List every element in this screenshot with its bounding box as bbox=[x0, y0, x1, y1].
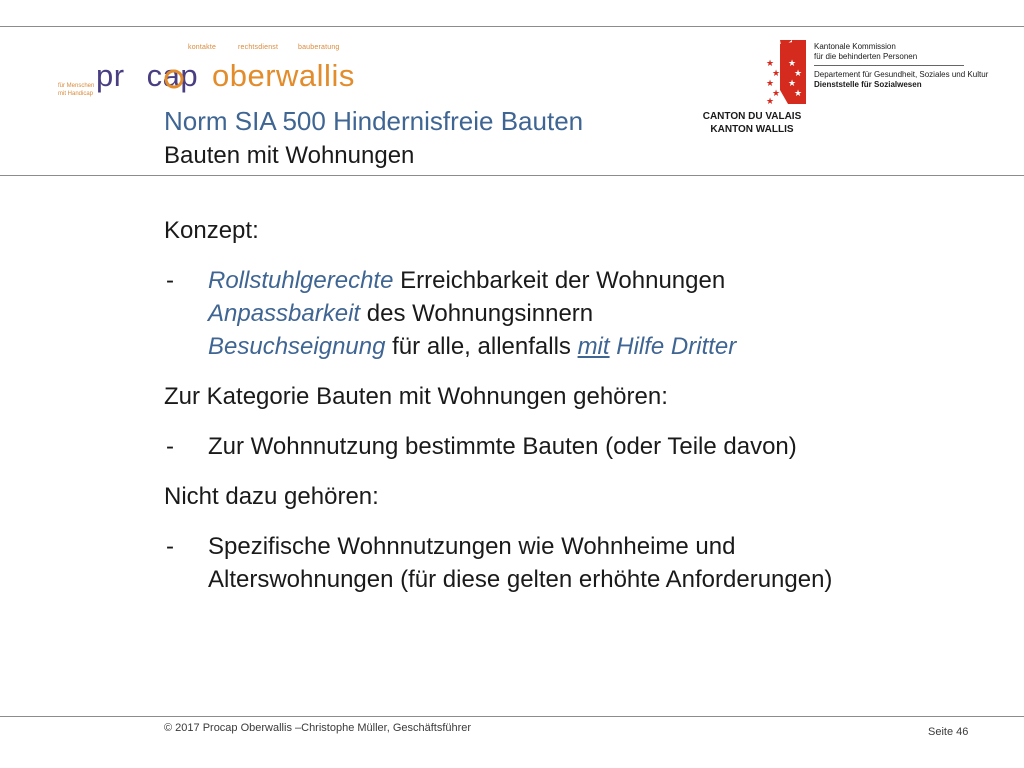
canton-flag-icon bbox=[762, 40, 806, 104]
canton-divider bbox=[814, 65, 964, 66]
term-anpassbarkeit: Anpassbarkeit bbox=[208, 300, 361, 327]
bullet-wohnnutzung-text: Zur Wohnnutzung bestimmte Bauten (oder Teile davon) bbox=[208, 433, 797, 460]
logo-tagline-rechtsdienst: rechtsdienst bbox=[238, 44, 279, 51]
svg-text:★: ★ bbox=[772, 69, 781, 79]
department-line-2: Dienststelle für Sozialwesen bbox=[814, 80, 922, 89]
bullet-konzept-line-3-text: für alle, allenfalls bbox=[385, 333, 578, 360]
bullet-spezifische bbox=[164, 530, 984, 596]
department-text bbox=[814, 70, 988, 90]
bullet-konzept-line-2-text: des Wohnungsinnern bbox=[360, 300, 594, 327]
term-mit: mit bbox=[577, 333, 610, 360]
top-rule bbox=[0, 26, 1024, 27]
bullet-dash: - bbox=[166, 533, 174, 560]
svg-text:★: ★ bbox=[788, 59, 797, 69]
page-title: Norm SIA 500 Hindernisfreie Bauten bbox=[164, 106, 584, 136]
bullet-dash: - bbox=[166, 267, 174, 294]
heading-nicht-dazu: Nicht dazu gehören: bbox=[164, 483, 379, 510]
logo-wordmark-pr: pr bbox=[96, 58, 125, 93]
svg-text:★: ★ bbox=[788, 79, 797, 89]
svg-text:★: ★ bbox=[772, 89, 781, 99]
svg-text:★: ★ bbox=[794, 89, 803, 99]
logo-tagline-kontakte: kontakte bbox=[188, 44, 217, 51]
term-rollstuhlgerechte: Rollstuhlgerechte bbox=[208, 267, 394, 294]
logo-subline-2: mit Handicap bbox=[58, 91, 94, 97]
commission-text bbox=[814, 42, 917, 62]
bullet-wohnnutzung bbox=[164, 430, 984, 463]
bullet-konzept-line-1-text: Erreichbarkeit der Wohnungen bbox=[393, 267, 726, 294]
bullet-konzept-line-1 bbox=[208, 264, 984, 297]
page-subtitle: Bauten mit Wohnungen bbox=[164, 142, 415, 169]
logo-wordmark-oberwallis: oberwallis bbox=[212, 58, 355, 93]
footer-page-number: Seite 46 bbox=[928, 726, 969, 738]
commission-line-2: für die behinderten Personen bbox=[814, 52, 918, 61]
bullet-konzept bbox=[164, 264, 984, 363]
logo-ring-icon bbox=[163, 68, 185, 90]
logo-tagline-bauberatung: bauberatung bbox=[298, 44, 340, 51]
footer-rule bbox=[0, 716, 1024, 717]
svg-text:★: ★ bbox=[766, 79, 775, 89]
logo-wordmark-cap: cap bbox=[146, 58, 199, 93]
svg-text:★: ★ bbox=[766, 59, 775, 69]
bullet-spezifische-line-1: Spezifische Wohnnutzungen wie Wohnheime und bbox=[208, 533, 736, 560]
svg-text:★: ★ bbox=[766, 97, 775, 104]
canton-label-fr: CANTON DU VALAIS bbox=[702, 111, 802, 122]
canton-logo bbox=[692, 40, 989, 140]
bullet-spezifische-line-2: Alterswohnungen (für diese gelten erhöhte Anforderungen) bbox=[208, 566, 833, 593]
department-line-1: Departement für Gesundheit, Soziales und Kultur bbox=[814, 70, 989, 79]
bullet-konzept-line-2 bbox=[208, 297, 984, 330]
term-hilfe-dritter: Hilfe Dritter bbox=[609, 333, 737, 360]
procap-logo bbox=[48, 40, 354, 106]
footer-copyright: © 2017 Procap Oberwallis –Christophe Müller, Geschäftsführer bbox=[164, 722, 472, 734]
heading-kategorie: Zur Kategorie Bauten mit Wohnungen gehören: bbox=[164, 383, 668, 410]
bullet-konzept-line-3 bbox=[208, 330, 984, 363]
slide-content bbox=[164, 214, 984, 613]
canton-label-de: KANTON WALLIS bbox=[710, 124, 794, 135]
header-rule bbox=[0, 175, 1024, 176]
term-besuchseignung: Besuchseignung bbox=[208, 333, 386, 360]
logo-subline bbox=[58, 82, 98, 98]
bullet-dash: - bbox=[166, 433, 174, 460]
svg-text:★: ★ bbox=[794, 69, 803, 79]
commission-line-1: Kantonale Kommission bbox=[814, 42, 896, 51]
logo-subline-1: für Menschen bbox=[58, 83, 95, 89]
heading-konzept: Konzept: bbox=[164, 217, 259, 244]
